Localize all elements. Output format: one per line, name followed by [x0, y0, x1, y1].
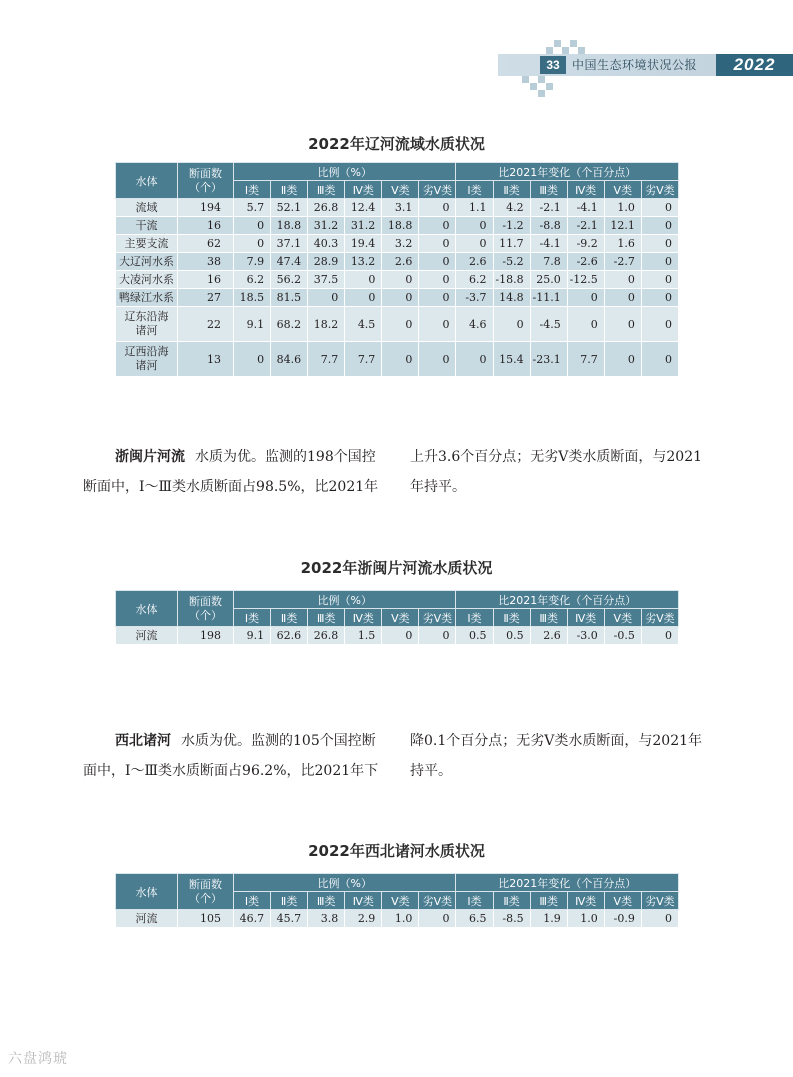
change-cell: 2.6 [456, 253, 493, 271]
water-body-name-line2: 诸河 [135, 324, 158, 337]
change-cell: 4.6 [456, 307, 493, 342]
section-count-cell: 13 [178, 342, 234, 377]
northwest-table-title: 2022年西北诸河水质状况 [308, 842, 485, 860]
change-class-header: Ⅳ类 [567, 609, 604, 627]
change-cell: 1.6 [604, 235, 641, 253]
change-cell: 0 [641, 307, 678, 342]
change-cell: -12.5 [567, 271, 604, 289]
change-cell: 0 [641, 235, 678, 253]
change-cell: 0 [641, 199, 678, 217]
ratio-cell: 62.6 [271, 627, 308, 645]
ratio-class-header: Ⅰ类 [234, 181, 271, 199]
ratio-cell: 1.0 [382, 910, 419, 928]
ratio-cell: 18.8 [382, 217, 419, 235]
ratio-cell: 31.2 [345, 217, 382, 235]
change-class-header: Ⅴ类 [604, 609, 641, 627]
change-class-header: Ⅴ类 [604, 181, 641, 199]
change-cell: 0 [456, 342, 493, 377]
ratio-cell: 0 [382, 627, 419, 645]
table-row [116, 627, 679, 645]
ratio-cell: 0 [308, 289, 345, 307]
change-cell: 4.2 [493, 199, 530, 217]
header-row-groups [116, 874, 679, 892]
ratio-class-header: Ⅲ类 [308, 609, 345, 627]
change-cell: -4.1 [567, 199, 604, 217]
change-cell: -11.1 [530, 289, 567, 307]
zhemin-text-line3: 上升3.6个百分点；无劣Ⅴ类水质断面，与2021 [410, 449, 703, 465]
ratio-cell: 0 [419, 342, 456, 377]
ratio-cell: 0 [419, 271, 456, 289]
ratio-cell: 0 [419, 910, 456, 928]
table-row [116, 289, 679, 307]
ratio-cell: 0 [419, 253, 456, 271]
change-class-header: Ⅴ类 [604, 892, 641, 910]
ratio-cell: 81.5 [271, 289, 308, 307]
ratio-cell: 40.3 [308, 235, 345, 253]
change-cell: 12.1 [604, 217, 641, 235]
table-row [116, 307, 679, 342]
water-body-name: 流域 [116, 199, 178, 217]
ratio-cell: 47.4 [271, 253, 308, 271]
zhemin-table-title: 2022年浙闽片河流水质状况 [300, 559, 493, 577]
water-body-name-line2: 诸河 [135, 359, 158, 372]
table-row [116, 253, 679, 271]
change-cell: 0 [567, 289, 604, 307]
change-cell: 0 [604, 307, 641, 342]
change-cell: -0.5 [604, 627, 641, 645]
ratio-cell: 7.9 [234, 253, 271, 271]
zhemin-text-line2: 断面中，Ⅰ～Ⅲ类水质断面占98.5%，比2021年 [83, 479, 379, 495]
ratio-group-header: 比例（%） [234, 591, 456, 609]
ratio-cell: 0 [345, 271, 382, 289]
ratio-cell: 0 [382, 342, 419, 377]
change-cell: 0.5 [456, 627, 493, 645]
ratio-class-header: 劣Ⅴ类 [419, 892, 456, 910]
water-body-name: 干流 [116, 217, 178, 235]
table-row [116, 342, 679, 377]
change-cell: 1.1 [456, 199, 493, 217]
ratio-cell: 12.4 [345, 199, 382, 217]
section-count-cell: 22 [178, 307, 234, 342]
ratio-cell: 3.2 [382, 235, 419, 253]
table-row [116, 199, 679, 217]
table-row [116, 217, 679, 235]
ratio-cell: 0 [382, 307, 419, 342]
change-cell: 1.0 [604, 199, 641, 217]
section-count-header-line2: （个） [189, 180, 222, 194]
ratio-cell: 18.8 [271, 217, 308, 235]
change-cell: 0 [641, 253, 678, 271]
change-group-header: 比2021年变化（个百分点） [456, 591, 679, 609]
section-count-header-line1: 断面数 [189, 594, 222, 608]
table-row [116, 271, 679, 289]
change-class-header: Ⅳ类 [567, 892, 604, 910]
change-class-header: Ⅱ类 [493, 181, 530, 199]
zhemin-text-line1: 水质为优。监测的198个国控 [195, 449, 376, 465]
section-count-cell: 27 [178, 289, 234, 307]
change-class-header: Ⅲ类 [530, 609, 567, 627]
water-body-header: 水体 [116, 591, 178, 627]
change-cell: 6.5 [456, 910, 493, 928]
ratio-cell: 13.2 [345, 253, 382, 271]
change-cell: -8.8 [530, 217, 567, 235]
ratio-cell: 6.2 [234, 271, 271, 289]
change-cell: 15.4 [493, 342, 530, 377]
section-count-header-line2: （个） [189, 608, 222, 622]
ratio-class-header: Ⅴ类 [382, 609, 419, 627]
ratio-class-header: Ⅴ类 [382, 892, 419, 910]
liaohe-table-title: 2022年辽河流域水质状况 [308, 135, 485, 153]
ratio-class-header: 劣Ⅴ类 [419, 181, 456, 199]
northwest-text-line4: 持平。 [410, 763, 452, 779]
change-cell: 0 [456, 235, 493, 253]
northwest-text-line3: 降0.1个百分点；无劣Ⅴ类水质断面，与2021年 [410, 733, 703, 749]
change-cell: -2.7 [604, 253, 641, 271]
change-class-header: Ⅰ类 [456, 181, 493, 199]
section-count-cell: 198 [178, 627, 234, 645]
change-cell: 14.8 [493, 289, 530, 307]
ratio-class-header: Ⅳ类 [345, 892, 382, 910]
change-class-header: 劣Ⅴ类 [641, 892, 678, 910]
change-cell: 0 [604, 271, 641, 289]
ratio-group-header: 比例（%） [234, 874, 456, 892]
ratio-group-header: 比例（%） [234, 163, 456, 181]
ratio-cell: 2.9 [345, 910, 382, 928]
water-body-name: 河流 [116, 627, 178, 645]
publication-year: 2022 [716, 54, 793, 76]
section-count-header-line1: 断面数 [189, 877, 222, 891]
northwest-text-line2: 面中，Ⅰ～Ⅲ类水质断面占96.2%，比2021年下 [83, 763, 379, 779]
change-class-header: Ⅱ类 [493, 892, 530, 910]
ratio-cell: 56.2 [271, 271, 308, 289]
zhemin-text-line4: 年持平。 [410, 479, 466, 495]
change-cell: 0 [641, 217, 678, 235]
ratio-cell: 31.2 [308, 217, 345, 235]
change-cell: -3.7 [456, 289, 493, 307]
change-group-header: 比2021年变化（个百分点） [456, 874, 679, 892]
ratio-cell: 7.7 [345, 342, 382, 377]
change-cell: -2.6 [567, 253, 604, 271]
ratio-cell: 46.7 [234, 910, 271, 928]
water-body-name-line1: 辽东沿海 [124, 310, 169, 323]
ratio-cell: 45.7 [271, 910, 308, 928]
change-cell: 0 [641, 910, 678, 928]
ratio-class-header: Ⅲ类 [308, 892, 345, 910]
water-body-name [116, 307, 178, 342]
ratio-cell: 0 [234, 235, 271, 253]
zhemin-paragraph-left [83, 442, 385, 502]
table-row [116, 910, 679, 928]
change-cell: -4.1 [530, 235, 567, 253]
change-cell: 0 [641, 271, 678, 289]
ratio-cell: 5.7 [234, 199, 271, 217]
ratio-class-header: Ⅰ类 [234, 609, 271, 627]
ratio-cell: 9.1 [234, 627, 271, 645]
ratio-class-header: Ⅱ类 [271, 892, 308, 910]
change-cell: 0 [456, 217, 493, 235]
ratio-cell: 1.5 [345, 627, 382, 645]
ratio-cell: 0 [419, 217, 456, 235]
water-body-name: 鸭绿江水系 [116, 289, 178, 307]
change-cell: 0 [641, 289, 678, 307]
change-cell: -23.1 [530, 342, 567, 377]
ratio-cell: 0 [419, 289, 456, 307]
section-count-header-line1: 断面数 [189, 166, 222, 180]
change-cell: 0 [604, 342, 641, 377]
ratio-cell: 4.5 [345, 307, 382, 342]
change-cell: 7.8 [530, 253, 567, 271]
change-group-header: 比2021年变化（个百分点） [456, 163, 679, 181]
change-cell: 0 [604, 289, 641, 307]
zhemin-water-quality-table [115, 590, 679, 645]
change-cell: 7.7 [567, 342, 604, 377]
ratio-cell: 52.1 [271, 199, 308, 217]
zhemin-heading: 浙闽片河流 [115, 449, 185, 465]
change-class-header: 劣Ⅴ类 [641, 609, 678, 627]
ratio-cell: 84.6 [271, 342, 308, 377]
section-count-cell: 105 [178, 910, 234, 928]
ratio-cell: 3.8 [308, 910, 345, 928]
water-body-name-line1: 辽西沿海 [124, 345, 169, 358]
water-body-name: 河流 [116, 910, 178, 928]
section-count-header [178, 163, 234, 199]
ratio-cell: 18.5 [234, 289, 271, 307]
change-class-header: Ⅲ类 [530, 181, 567, 199]
ratio-cell: 28.9 [308, 253, 345, 271]
ratio-class-header: 劣Ⅴ类 [419, 609, 456, 627]
change-cell: -5.2 [493, 253, 530, 271]
change-class-header: Ⅳ类 [567, 181, 604, 199]
ratio-cell: 19.4 [345, 235, 382, 253]
ratio-cell: 0 [345, 289, 382, 307]
change-class-header: Ⅱ类 [493, 609, 530, 627]
publication-title: 中国生态环境状况公报 [572, 58, 698, 72]
ratio-cell: 9.1 [234, 307, 271, 342]
table-row [116, 235, 679, 253]
watermark: 六盘鸿琥 [8, 1051, 68, 1067]
water-body-header: 水体 [116, 163, 178, 199]
ratio-cell: 0 [382, 289, 419, 307]
northwest-text-line1: 水质为优。监测的105个国控断 [181, 733, 376, 749]
ratio-cell: 2.6 [382, 253, 419, 271]
section-count-cell: 38 [178, 253, 234, 271]
northwest-heading: 西北诸河 [115, 733, 171, 749]
change-class-header: Ⅰ类 [456, 892, 493, 910]
ratio-cell: 0 [382, 271, 419, 289]
water-body-header: 水体 [116, 874, 178, 910]
change-cell: -3.0 [567, 627, 604, 645]
section-count-header-line2: （个） [189, 891, 222, 905]
change-cell: 0.5 [493, 627, 530, 645]
change-class-header: Ⅰ类 [456, 609, 493, 627]
ratio-class-header: Ⅱ类 [271, 181, 308, 199]
change-cell: -1.2 [493, 217, 530, 235]
change-cell: 0 [493, 307, 530, 342]
section-count-cell: 62 [178, 235, 234, 253]
northwest-water-quality-table [115, 873, 679, 928]
change-cell: -0.9 [604, 910, 641, 928]
change-cell: 1.9 [530, 910, 567, 928]
water-body-name: 大凌河水系 [116, 271, 178, 289]
change-class-header: 劣Ⅴ类 [641, 181, 678, 199]
zhemin-paragraph-right [410, 442, 720, 502]
change-cell: -18.8 [493, 271, 530, 289]
change-cell: -9.2 [567, 235, 604, 253]
ratio-cell: 37.1 [271, 235, 308, 253]
ratio-cell: 68.2 [271, 307, 308, 342]
change-cell: 0 [641, 342, 678, 377]
change-cell: 1.0 [567, 910, 604, 928]
ratio-cell: 26.8 [308, 199, 345, 217]
change-cell: 11.7 [493, 235, 530, 253]
water-body-name [116, 342, 178, 377]
header-row-groups [116, 163, 679, 181]
section-count-cell: 194 [178, 199, 234, 217]
change-cell: -2.1 [530, 199, 567, 217]
change-cell: -2.1 [567, 217, 604, 235]
header-row-groups [116, 591, 679, 609]
ratio-class-header: Ⅱ类 [271, 609, 308, 627]
change-cell: 6.2 [456, 271, 493, 289]
section-count-cell: 16 [178, 217, 234, 235]
ratio-cell: 0 [419, 627, 456, 645]
change-cell: -4.5 [530, 307, 567, 342]
change-cell: -8.5 [493, 910, 530, 928]
ratio-class-header: Ⅰ类 [234, 892, 271, 910]
change-cell: 2.6 [530, 627, 567, 645]
change-class-header: Ⅲ类 [530, 892, 567, 910]
change-cell: 25.0 [530, 271, 567, 289]
ratio-class-header: Ⅲ类 [308, 181, 345, 199]
water-body-name: 大辽河水系 [116, 253, 178, 271]
ratio-cell: 18.2 [308, 307, 345, 342]
water-body-name: 主要支流 [116, 235, 178, 253]
ratio-class-header: Ⅳ类 [345, 609, 382, 627]
ratio-cell: 0 [419, 307, 456, 342]
ratio-cell: 0 [419, 199, 456, 217]
liaohe-water-quality-table [115, 162, 679, 377]
ratio-class-header: Ⅴ类 [382, 181, 419, 199]
ratio-cell: 7.7 [308, 342, 345, 377]
ratio-cell: 26.8 [308, 627, 345, 645]
northwest-paragraph-left [83, 726, 385, 786]
page-number: 33 [540, 56, 566, 74]
ratio-cell: 0 [419, 235, 456, 253]
section-count-header [178, 591, 234, 627]
ratio-cell: 0 [234, 342, 271, 377]
change-cell: 0 [641, 627, 678, 645]
ratio-class-header: Ⅳ类 [345, 181, 382, 199]
change-cell: 0 [567, 307, 604, 342]
section-count-header [178, 874, 234, 910]
northwest-paragraph-right [410, 726, 720, 786]
ratio-cell: 3.1 [382, 199, 419, 217]
section-count-cell: 16 [178, 271, 234, 289]
ratio-cell: 37.5 [308, 271, 345, 289]
ratio-cell: 0 [234, 217, 271, 235]
